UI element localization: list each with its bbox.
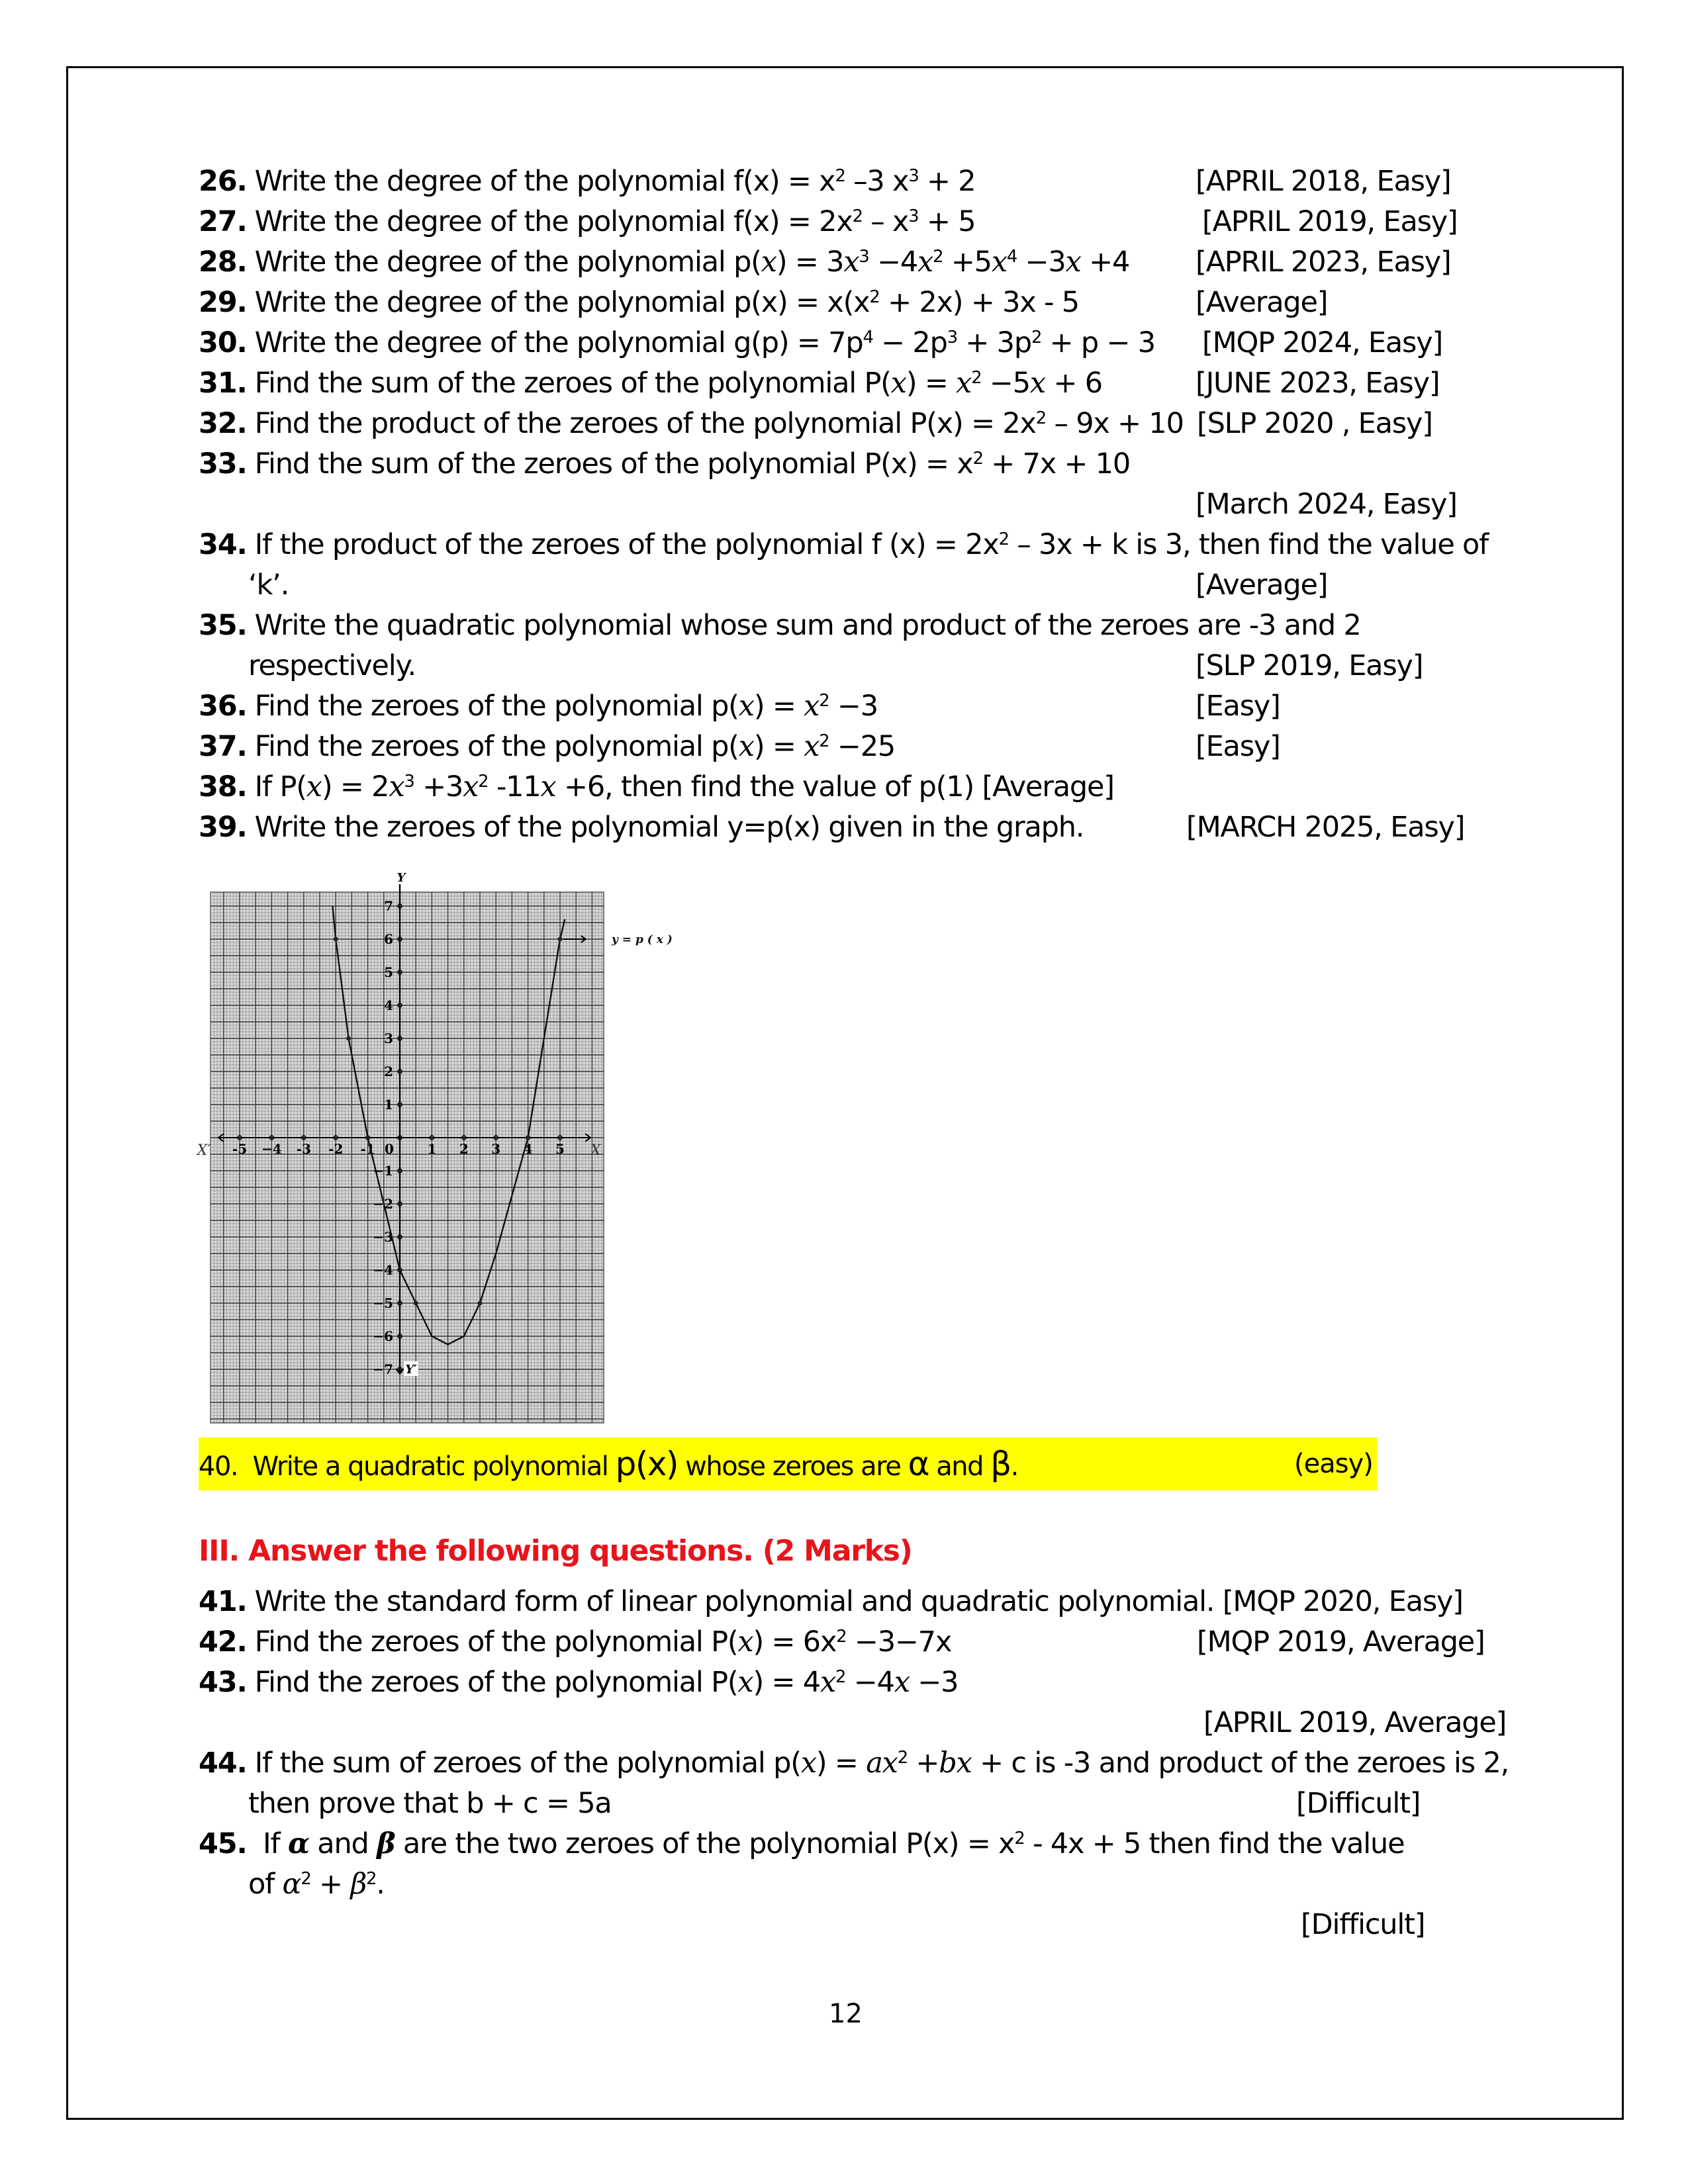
question-number: 30.: [199, 326, 247, 359]
difficulty-tag: [JUNE 2023, Easy]: [1196, 367, 1440, 400]
question-text: Write the degree of the polynomial p(x) = x(x: [254, 286, 870, 319]
superscript: 2: [835, 165, 845, 186]
y-tick-label: 3: [384, 1030, 393, 1046]
question-text: x: [306, 770, 322, 803]
y-axis-neg-label: Y′: [405, 1363, 417, 1377]
superscript: 2: [835, 1666, 846, 1687]
difficulty-tag: [MQP 2024, Easy]: [1202, 326, 1443, 359]
question-number: 38.: [199, 770, 247, 803]
question-text: −3: [1017, 246, 1066, 279]
question-text: − 2p: [872, 326, 947, 359]
question-text: – 9x + 10: [1046, 407, 1184, 440]
question-text: Find the sum of the zeroes of the polynomial P(: [254, 367, 891, 400]
question-text: Write the quadratic polynomial whose sum and product of the zeroes are -3 and 2: [254, 609, 1361, 642]
question-item: [199, 1582, 1463, 1622]
question-text: Find the zeroes of the polynomial P(: [254, 1666, 738, 1699]
superscript: 2: [366, 1868, 377, 1889]
question-text: Find the zeroes of the polynomial P(: [254, 1625, 738, 1659]
question-text: ) =: [906, 367, 957, 400]
question-text: +: [907, 1747, 939, 1780]
question-text: ‘k’.: [248, 569, 289, 602]
question-continuation: [248, 1864, 385, 1905]
question-text: + 6: [1045, 367, 1102, 400]
superscript: 2: [1014, 1828, 1025, 1848]
q40-difficulty-tag: (easy): [1294, 1449, 1373, 1479]
difficulty-tag: [SLP 2019, Easy]: [1196, 649, 1423, 682]
y-tick-label: 4: [384, 997, 393, 1013]
y-axis-label: Y: [397, 871, 406, 885]
question-number: 40.: [199, 1451, 238, 1482]
question-text: bx: [939, 1747, 972, 1780]
question-number: 27.: [199, 205, 247, 238]
question-text: −25: [829, 730, 896, 763]
superscript: 2: [933, 246, 943, 267]
superscript: 2: [998, 529, 1009, 549]
question-text: and: [308, 1827, 377, 1860]
question-text: of: [248, 1868, 283, 1901]
superscript: 2: [972, 448, 983, 469]
question-text: x: [890, 367, 906, 400]
y-tick-label: −4: [373, 1262, 393, 1278]
question-text: x: [761, 246, 776, 279]
difficulty-tag: [MQP 2019, Average]: [1197, 1625, 1485, 1659]
question-text: −5: [981, 367, 1030, 400]
difficulty-tag: [Easy]: [1196, 690, 1280, 723]
question-text: −3: [829, 690, 878, 723]
question-text: – x: [862, 205, 909, 238]
question-text: + 2x) + 3x - 5: [879, 286, 1079, 319]
question-number: 33.: [199, 447, 247, 480]
superscript: 3: [404, 771, 414, 792]
superscript: 2: [971, 367, 982, 388]
question-40: 40. Write a quadratic polynomial p(x) whose zeroes are α and β.: [199, 1445, 1018, 1483]
question-number: 39.: [199, 811, 247, 844]
question-text: x: [917, 246, 933, 279]
question-text: x: [894, 1666, 910, 1699]
question-number: 34.: [199, 528, 247, 561]
question-text: +: [310, 1868, 351, 1901]
question-text: +4: [1080, 246, 1130, 279]
question-text: Find the zeroes of the polynomial p(: [254, 730, 739, 763]
question-number: 42.: [199, 1625, 247, 1659]
question-number: 35.: [199, 609, 247, 642]
question-number: 37.: [199, 730, 247, 763]
question-text: Write the degree of the polynomial f(x) = x: [254, 165, 835, 198]
y-tick-label: 1: [384, 1097, 393, 1113]
superscript: 2: [478, 771, 489, 792]
question-number: 32.: [199, 407, 247, 440]
question-text: α: [282, 1868, 301, 1901]
superscript: 4: [1006, 246, 1017, 267]
question-text: ) = 3: [776, 246, 844, 279]
question-text: .: [376, 1868, 385, 1901]
question-text: Write the degree of the polynomial f(x) = 2x: [254, 205, 853, 238]
data-point: [558, 937, 563, 942]
superscript: 2: [819, 731, 829, 751]
question-text: + 5: [918, 205, 976, 238]
superscript: 4: [863, 327, 873, 347]
question-text: + p − 3: [1041, 326, 1155, 359]
data-point: [346, 1036, 351, 1041]
question-text: x: [463, 770, 479, 803]
y-tick-label: 2: [384, 1064, 393, 1079]
superscript: 2: [836, 1626, 847, 1647]
difficulty-tag: [APRIL 2018, Easy]: [1196, 165, 1451, 198]
question-text: x: [738, 730, 754, 763]
question-text: Write the degree of the polynomial g(p) = 7p: [254, 326, 863, 359]
question-text: If: [254, 1827, 288, 1860]
y-tick-label: −3: [373, 1229, 393, 1245]
question-text: ax: [866, 1747, 898, 1780]
question-text: Write the zeroes of the polynomial y=p(x) given in the graph.: [254, 811, 1084, 844]
question-text: Write the degree of the polynomial p(: [254, 246, 761, 279]
question-text: x: [804, 690, 820, 723]
x-tick-label: -5: [232, 1141, 248, 1157]
question-item: [199, 1622, 951, 1662]
y-tick-label: −1: [373, 1163, 393, 1179]
question-item: [199, 1662, 958, 1703]
superscript: 2: [852, 206, 863, 226]
difficulty-tag: [APRIL 2019, Average]: [1203, 1706, 1507, 1739]
question-text: + 2: [918, 165, 976, 198]
superscript: 3: [859, 246, 869, 267]
x-axis-neg-label: X′: [197, 1142, 211, 1159]
superscript: 2: [869, 287, 880, 307]
question-item: [199, 1743, 1509, 1784]
question-text: ) = 6x: [753, 1625, 837, 1659]
x-tick-label: 2: [459, 1141, 469, 1157]
question-text: - 4x + 5 then find the value: [1024, 1827, 1405, 1860]
question-text: ) = 4: [753, 1666, 820, 1699]
question-text: –3 x: [845, 165, 909, 198]
question-text: x: [956, 367, 972, 400]
question-text: −3: [909, 1666, 959, 1699]
question-number: 29.: [199, 286, 247, 319]
superscript: 3: [947, 327, 957, 347]
x-tick-label: 0: [385, 1141, 394, 1157]
question-text: +5: [943, 246, 992, 279]
difficulty-tag: [SLP 2020 , Easy]: [1197, 407, 1432, 440]
question-text: Find the sum of the zeroes of the polynomial P(x) = x: [254, 447, 973, 480]
data-point: [365, 1136, 370, 1140]
y-tick-label: −5: [373, 1295, 393, 1311]
question-text: +3: [414, 770, 463, 803]
superscript: 2: [1035, 408, 1047, 428]
y-tick-label: −2: [373, 1196, 393, 1212]
question-text: Write the standard form of linear polynomial and quadratic polynomial. [MQP 2020, Easy]: [254, 1585, 1463, 1618]
y-tick-label: 5: [384, 964, 393, 980]
data-point: [414, 1301, 418, 1306]
question-text: x: [738, 690, 754, 723]
question-text: +6, then find the value of p(1) [Average]: [555, 770, 1114, 803]
x-tick-label: -2: [328, 1141, 344, 1157]
question-text: -11: [488, 770, 541, 803]
question-text: x: [820, 1666, 836, 1699]
question-text: + 3p: [957, 326, 1031, 359]
question-number: 36.: [199, 690, 247, 723]
y-tick-label: 7: [384, 898, 393, 914]
question-text: If P(: [254, 770, 306, 803]
question-text: x: [1065, 246, 1081, 279]
question-text: If the sum of zeroes of the polynomial p(: [254, 1747, 801, 1780]
difficulty-tag: [Average]: [1196, 569, 1328, 602]
question-number: 28.: [199, 246, 247, 279]
question-text: are the two zeroes of the polynomial P(x) = x: [395, 1827, 1015, 1860]
question-text: Find the zeroes of the polynomial p(: [254, 690, 739, 723]
x-tick-label: 1: [427, 1141, 437, 1157]
superscript: 2: [897, 1747, 908, 1768]
x-tick-label: 5: [555, 1141, 565, 1157]
question-text: + 7x + 10: [982, 447, 1131, 480]
x-tick-label: -3: [296, 1141, 311, 1157]
section-title: III. Answer the following questions. (2 Marks): [199, 1534, 912, 1568]
x-tick-label: -1: [360, 1141, 375, 1157]
question-text: −3−7x: [846, 1625, 952, 1659]
difficulty-tag: [Difficult]: [1301, 1908, 1425, 1941]
x-tick-label: −4: [261, 1141, 282, 1157]
question-text: ) =: [816, 1747, 867, 1780]
data-point: [478, 1301, 483, 1306]
difficulty-tag: [Difficult]: [1296, 1787, 1421, 1820]
question-number: 41.: [199, 1585, 247, 1618]
question-text: x: [737, 1666, 753, 1699]
question-text: x: [800, 1747, 816, 1780]
question-text: If the product of the zeroes of the polynomial f (x) = 2x: [254, 528, 999, 561]
question-text: then prove that b + c = 5a: [248, 1787, 612, 1820]
question-number: 45.: [199, 1827, 247, 1860]
question-text: Find the product of the zeroes of the polynomial P(x) = 2x: [254, 407, 1036, 440]
difficulty-tag: [March 2024, Easy]: [1196, 488, 1457, 521]
x-tick-label: 4: [523, 1141, 533, 1157]
question-text: x: [991, 246, 1007, 279]
x-tick-label: 3: [491, 1141, 501, 1157]
question-text: α: [287, 1827, 309, 1860]
question-text: + c is -3 and product of the zeroes is 2,: [971, 1747, 1509, 1780]
question-text: x: [804, 730, 820, 763]
series-label: y = p ( x ): [612, 933, 673, 946]
data-point: [334, 937, 338, 942]
difficulty-tag: [APRIL 2019, Easy]: [1202, 205, 1458, 238]
question-text: ) =: [753, 730, 804, 763]
question-continuation: [248, 1784, 612, 1824]
question-text: x: [1029, 367, 1045, 400]
data-point: [526, 1136, 530, 1140]
difficulty-tag: [MARCH 2025, Easy]: [1186, 811, 1465, 844]
question-text: −4: [868, 246, 918, 279]
y-tick-label: 6: [384, 931, 393, 947]
question-text: x: [843, 246, 859, 279]
question-number: 43.: [199, 1666, 247, 1699]
y-tick-label: −7: [373, 1361, 393, 1377]
question-number: 31.: [199, 367, 247, 400]
question-text: – 3x + k is 3, then find the value of: [1008, 528, 1489, 561]
question-text: β: [377, 1827, 395, 1860]
question-text: x: [737, 1625, 753, 1659]
superscript: 2: [1031, 327, 1042, 347]
question-text: x: [389, 770, 404, 803]
superscript: 3: [908, 206, 919, 226]
question-number: 44.: [199, 1747, 247, 1780]
x-axis-label: X: [590, 1142, 601, 1159]
question-text: respectively.: [248, 649, 416, 682]
question-text: −4: [845, 1666, 894, 1699]
question-text: β: [350, 1868, 367, 1901]
question-text: ) = 2: [321, 770, 389, 803]
superscript: 2: [819, 690, 829, 711]
difficulty-tag: [Average]: [1196, 286, 1328, 319]
superscript: 2: [301, 1868, 311, 1889]
page-number: 12: [829, 1999, 863, 2029]
question-text: ) =: [753, 690, 804, 723]
question-item: [199, 1824, 1404, 1864]
superscript: 3: [908, 165, 919, 186]
question-number: 26.: [199, 165, 247, 198]
y-tick-label: −6: [373, 1328, 393, 1344]
difficulty-tag: [APRIL 2023, Easy]: [1196, 246, 1451, 279]
question-text: x: [540, 770, 556, 803]
difficulty-tag: [Easy]: [1196, 730, 1280, 763]
